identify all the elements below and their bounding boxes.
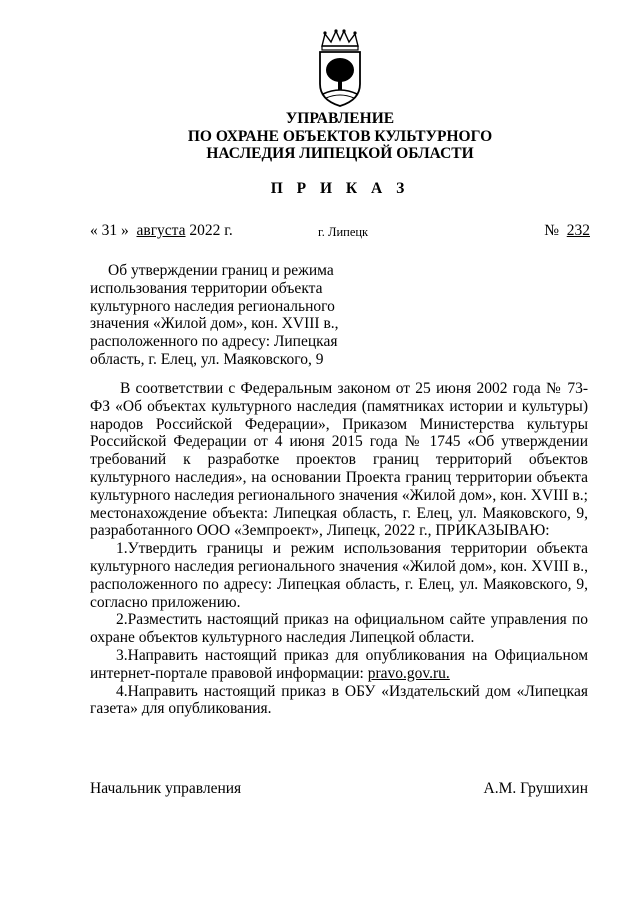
- org-line-2: ПО ОХРАНЕ ОБЪЕКТОВ КУЛЬТУРНОГО: [187, 127, 493, 145]
- date-year: 2022 г.: [189, 222, 233, 239]
- signatory-name: А.М. Грушихин: [483, 780, 588, 797]
- order-subject: [90, 262, 345, 369]
- number-value: 232: [566, 222, 590, 239]
- subject-line-5: расположенного по адресу: Липецкая: [90, 333, 338, 351]
- subject-line-4: значения «Жилой дом», кон. XVIII в.,: [90, 315, 339, 333]
- organization-name: [90, 110, 590, 163]
- order-body: [90, 380, 588, 718]
- order-city: г. Липецк: [318, 225, 369, 239]
- number-label: №: [544, 222, 559, 239]
- order-title: П Р И К А З: [270, 180, 410, 197]
- body-item-1: 1.Утвердить границы и режим использования территории объекта культурного наследия регионального значения «Жилой дом», кон. XVIII в., расположенного по адресу: Липецкая область, г. Елец, ул. Маяковского, 9, согласно приложению.: [90, 540, 588, 611]
- body-item-4: 4.Направить настоящий приказ в ОБУ «Издательский дом «Липецкая газета» для опубликования.: [90, 682, 588, 718]
- order-number: [544, 222, 590, 240]
- date-day: « 31 »: [90, 222, 129, 239]
- date-month: августа: [136, 222, 186, 239]
- subject-line-2: использования территории объекта: [90, 279, 323, 297]
- org-line-3: НАСЛЕДИЯ ЛИПЕЦКОЙ ОБЛАСТИ: [206, 145, 474, 162]
- body-item-3-text: 3.Направить настоящий приказ для опубликования на Официальном интернет-портале правовой информации:: [90, 646, 588, 682]
- body-item-2: 2.Разместить настоящий приказ на официальном сайте управления по охране объектов культурного наследия Липецкой области.: [90, 611, 588, 647]
- body-item-3: [90, 647, 588, 683]
- signature-block: [90, 780, 588, 800]
- body-intro: В соответствии с Федеральным законом от 25 июня 2002 года № 73-ФЗ «Об объектах культурного наследия (памятниках истории и культуры) народов Российской Федерации», Приказом Министерства культуры Российской Федерации от 4 июня 2015 года № 1745 «Об утверждении требований к разработке проектов границ территорий объектов культурного наследия», на основании Проекта границ территории объекта культурного наследия регионального значения «Жилой дом», кон. XVIII в.; местонахождение объекта: Липецкая область, г. Елец, ул. Маяковского, 9, разработанного ООО «Земпроект», Липецк, 2022 г., ПРИКАЗЫВАЮ:: [90, 380, 588, 540]
- lipetsk-coat-of-arms-icon: [310, 28, 370, 108]
- pravo-link[interactable]: pravo.gov.ru.: [367, 664, 450, 682]
- subject-line-6: область, г. Елец, ул. Маяковского, 9: [90, 350, 324, 368]
- order-meta-row: [90, 222, 590, 242]
- signatory-position: Начальник управления: [90, 780, 242, 797]
- order-date: [90, 222, 233, 240]
- subject-line-1: Об утверждении границ и режима: [108, 262, 334, 279]
- org-line-1: УПРАВЛЕНИЕ: [285, 110, 395, 127]
- subject-line-3: культурного наследия регионального: [90, 297, 335, 315]
